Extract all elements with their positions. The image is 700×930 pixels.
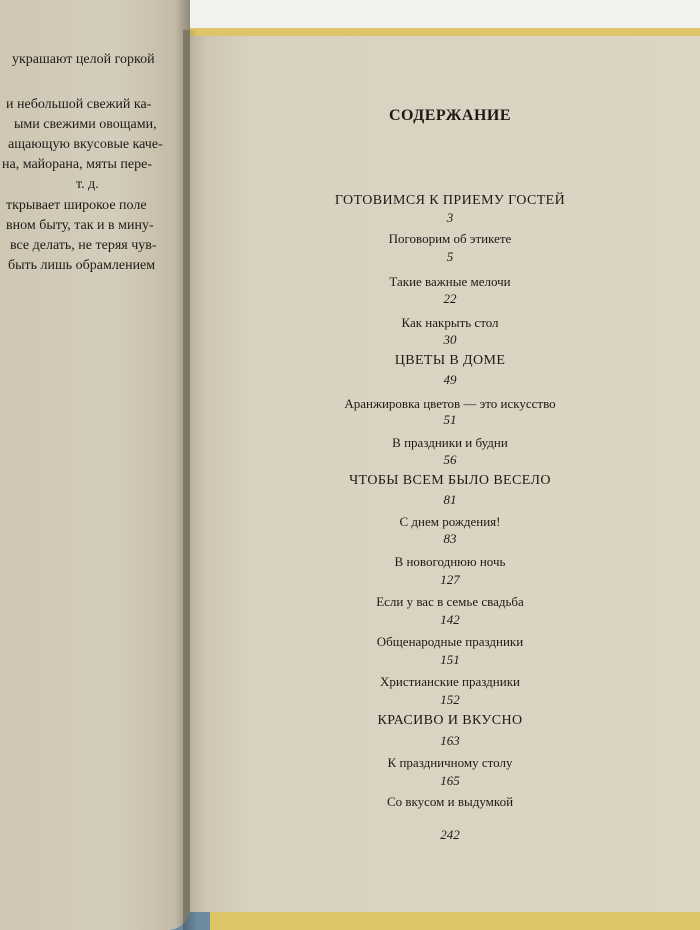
toc-page-number: 51: [443, 412, 457, 427]
left-text-line: т. д.: [76, 177, 99, 192]
toc-page-number: 83: [443, 531, 457, 546]
left-text-line: все делать, не теряя чув-: [10, 238, 157, 253]
toc-title: СОДЕРЖАНИЕ: [388, 107, 512, 124]
toc-entry-title: Аранжировка цветов — это искусство: [344, 396, 556, 411]
toc-entry-title: Общенародные праздники: [376, 634, 524, 649]
toc-entry-title: В новогоднюю ночь: [394, 554, 506, 569]
toc-entry-title: Как накрыть стол: [401, 315, 499, 330]
left-text-line: ткрывает широкое поле: [6, 198, 147, 213]
left-text-line: и небольшой свежий ка-: [6, 97, 152, 112]
toc-entry-title: Христианские праздники: [380, 674, 520, 689]
toc-page-number: 142: [440, 612, 460, 627]
toc-section-title: КРАСИВО И ВКУСНО: [377, 713, 523, 728]
toc-page-number: 127: [440, 572, 460, 587]
toc-entry-title: Поговорим об этикете: [388, 231, 512, 246]
page-number-footer: 242: [440, 827, 460, 842]
toc-page-number: 152: [440, 692, 460, 707]
toc-page-number: 151: [440, 652, 460, 667]
toc-page-number: 3: [446, 210, 454, 225]
toc-page-number: 81: [443, 492, 457, 507]
left-text-line: вном быту, так и в мину-: [6, 218, 154, 233]
toc-page-number: 49: [443, 372, 457, 387]
toc-entry-title: С днем рождения!: [399, 514, 501, 529]
toc-section-title: ЦВЕТЫ В ДОМЕ: [394, 353, 506, 368]
toc-page-number: 22: [443, 291, 457, 306]
toc-section-title: ГОТОВИМСЯ К ПРИЕМУ ГОСТЕЙ: [334, 193, 566, 208]
toc-entry-title: Со вкусом и выдумкой: [386, 794, 514, 809]
right-page: [190, 36, 700, 912]
toc-page-number: 5: [446, 249, 454, 264]
toc-entry-title: В праздники и будни: [392, 435, 508, 450]
toc-page-number: 165: [440, 773, 460, 788]
toc-entry-title: Если у вас в семье свадьба: [376, 594, 524, 609]
toc-page-number: 56: [443, 452, 457, 467]
left-text-line: на, майорана, мяты пере-: [2, 157, 153, 172]
toc-page-number: 163: [440, 733, 460, 748]
toc-page-number: 30: [443, 332, 457, 347]
toc-section-title: ЧТОБЫ ВСЕМ БЫЛО ВЕСЕЛО: [349, 473, 551, 488]
left-text-line: ащающую вкусовые каче-: [8, 137, 163, 152]
left-page: [0, 0, 190, 930]
toc-entry-title: Такие важные мелочи: [389, 274, 511, 289]
left-text-line: ыми свежими овощами,: [14, 117, 157, 132]
left-text-line: украшают целой горкой: [12, 52, 155, 67]
toc-entry-title: К праздничному столу: [387, 755, 513, 770]
left-text-line: быть лишь обрамлением: [8, 258, 156, 273]
